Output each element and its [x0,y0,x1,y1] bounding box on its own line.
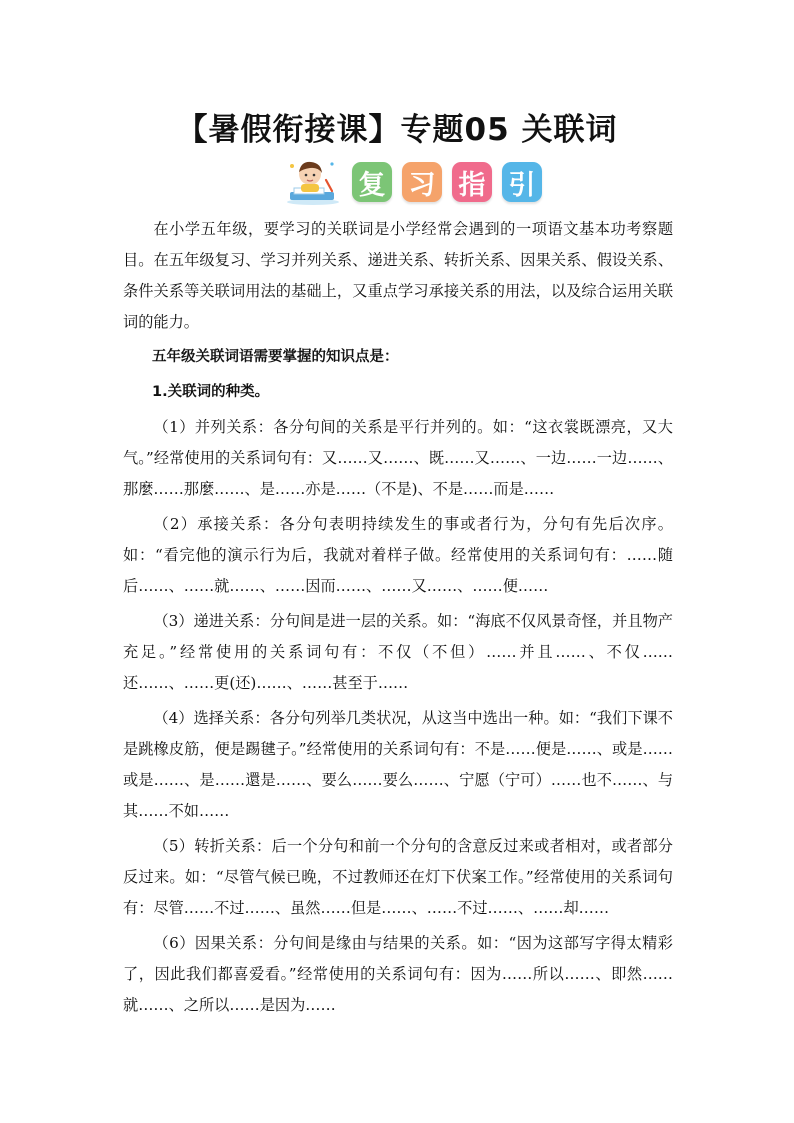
body-text [123,214,673,1021]
banner-tile-fu: 复 [352,162,392,202]
item-adversative: （5）转折关系：后一个分句和前一个分句的含意反过来或者相对，或者部分反过来。如：“尽管气候已晚，不过教师还在灯下伏案工作。”经常使用的关系词句有：尽管……不过……、虽然……但是……、……不过……、……却…… [123,837,673,917]
item-choice: （4）选择关系：各分句列举几类状况，从这当中选出一种。如：“我们下课不是跳橡皮筋，便是踢毽子。”经常使用的关系词句有：不是……便是……、或是……或是……、是……還是……、要么……要么……、宁愿（宁可）……也不……、与其……不如…… [123,709,673,820]
banner-tile-zhi: 指 [452,162,492,202]
item-progressive: （3）递进关系：分句间是进一层的关系。如：“海底不仅风景奇怪，并且物产充足。”经常使用的关系词句有：不仅（不但）……并且……、不仅……还……、……更(还)……、……甚至于…… [123,612,673,692]
item-causal: （6）因果关系：分句间是缘由与结果的关系。如：“因为这部写字得太精彩了，因此我们都喜爱看。”经常使用的关系词句有：因为……所以……、即然……就……、之所以……是因为…… [123,934,673,1014]
item-parallel: （1）并列关系：各分句间的关系是平行并列的。如：“这衣裳既漂亮，又大气。”经常使用的关系词句有：又……又……、既……又……、一边……一边……、那麼……那麼……、是……亦是……（不是)、不是……而是…… [123,418,673,498]
banner-tile-yin: 引 [502,162,542,202]
banner-tile-xi: 习 [402,162,442,202]
intro-paragraph: 在小学五年级，要学习的关联词是小学经常会遇到的一项语文基本功考察题目。在五年级复习、学习并列关系、递进关系、转折关系、因果关系、假设关系、条件关系等关联词用法的基础上，又重点学习承接关系的用法，以及综合运用关联词的能力。 [123,220,673,331]
item-sequential: （2）承接关系：各分句表明持续发生的事或者行为，分句有先后次序。如：“看完他的演示行为后，我就对着样子做。经常使用的关系词句有：……随后……、……就……、……因而……、……又……、……便…… [123,515,673,595]
review-guide-banner [284,158,542,206]
page-title: 【暑假衔接课】专题05 关联词 [176,112,618,148]
student-writing-icon [284,158,342,206]
section-heading-types: 1.关联词的种类。 [152,384,270,400]
knowledge-heading: 五年级关联词语需要掌握的知识点是： [152,349,399,365]
